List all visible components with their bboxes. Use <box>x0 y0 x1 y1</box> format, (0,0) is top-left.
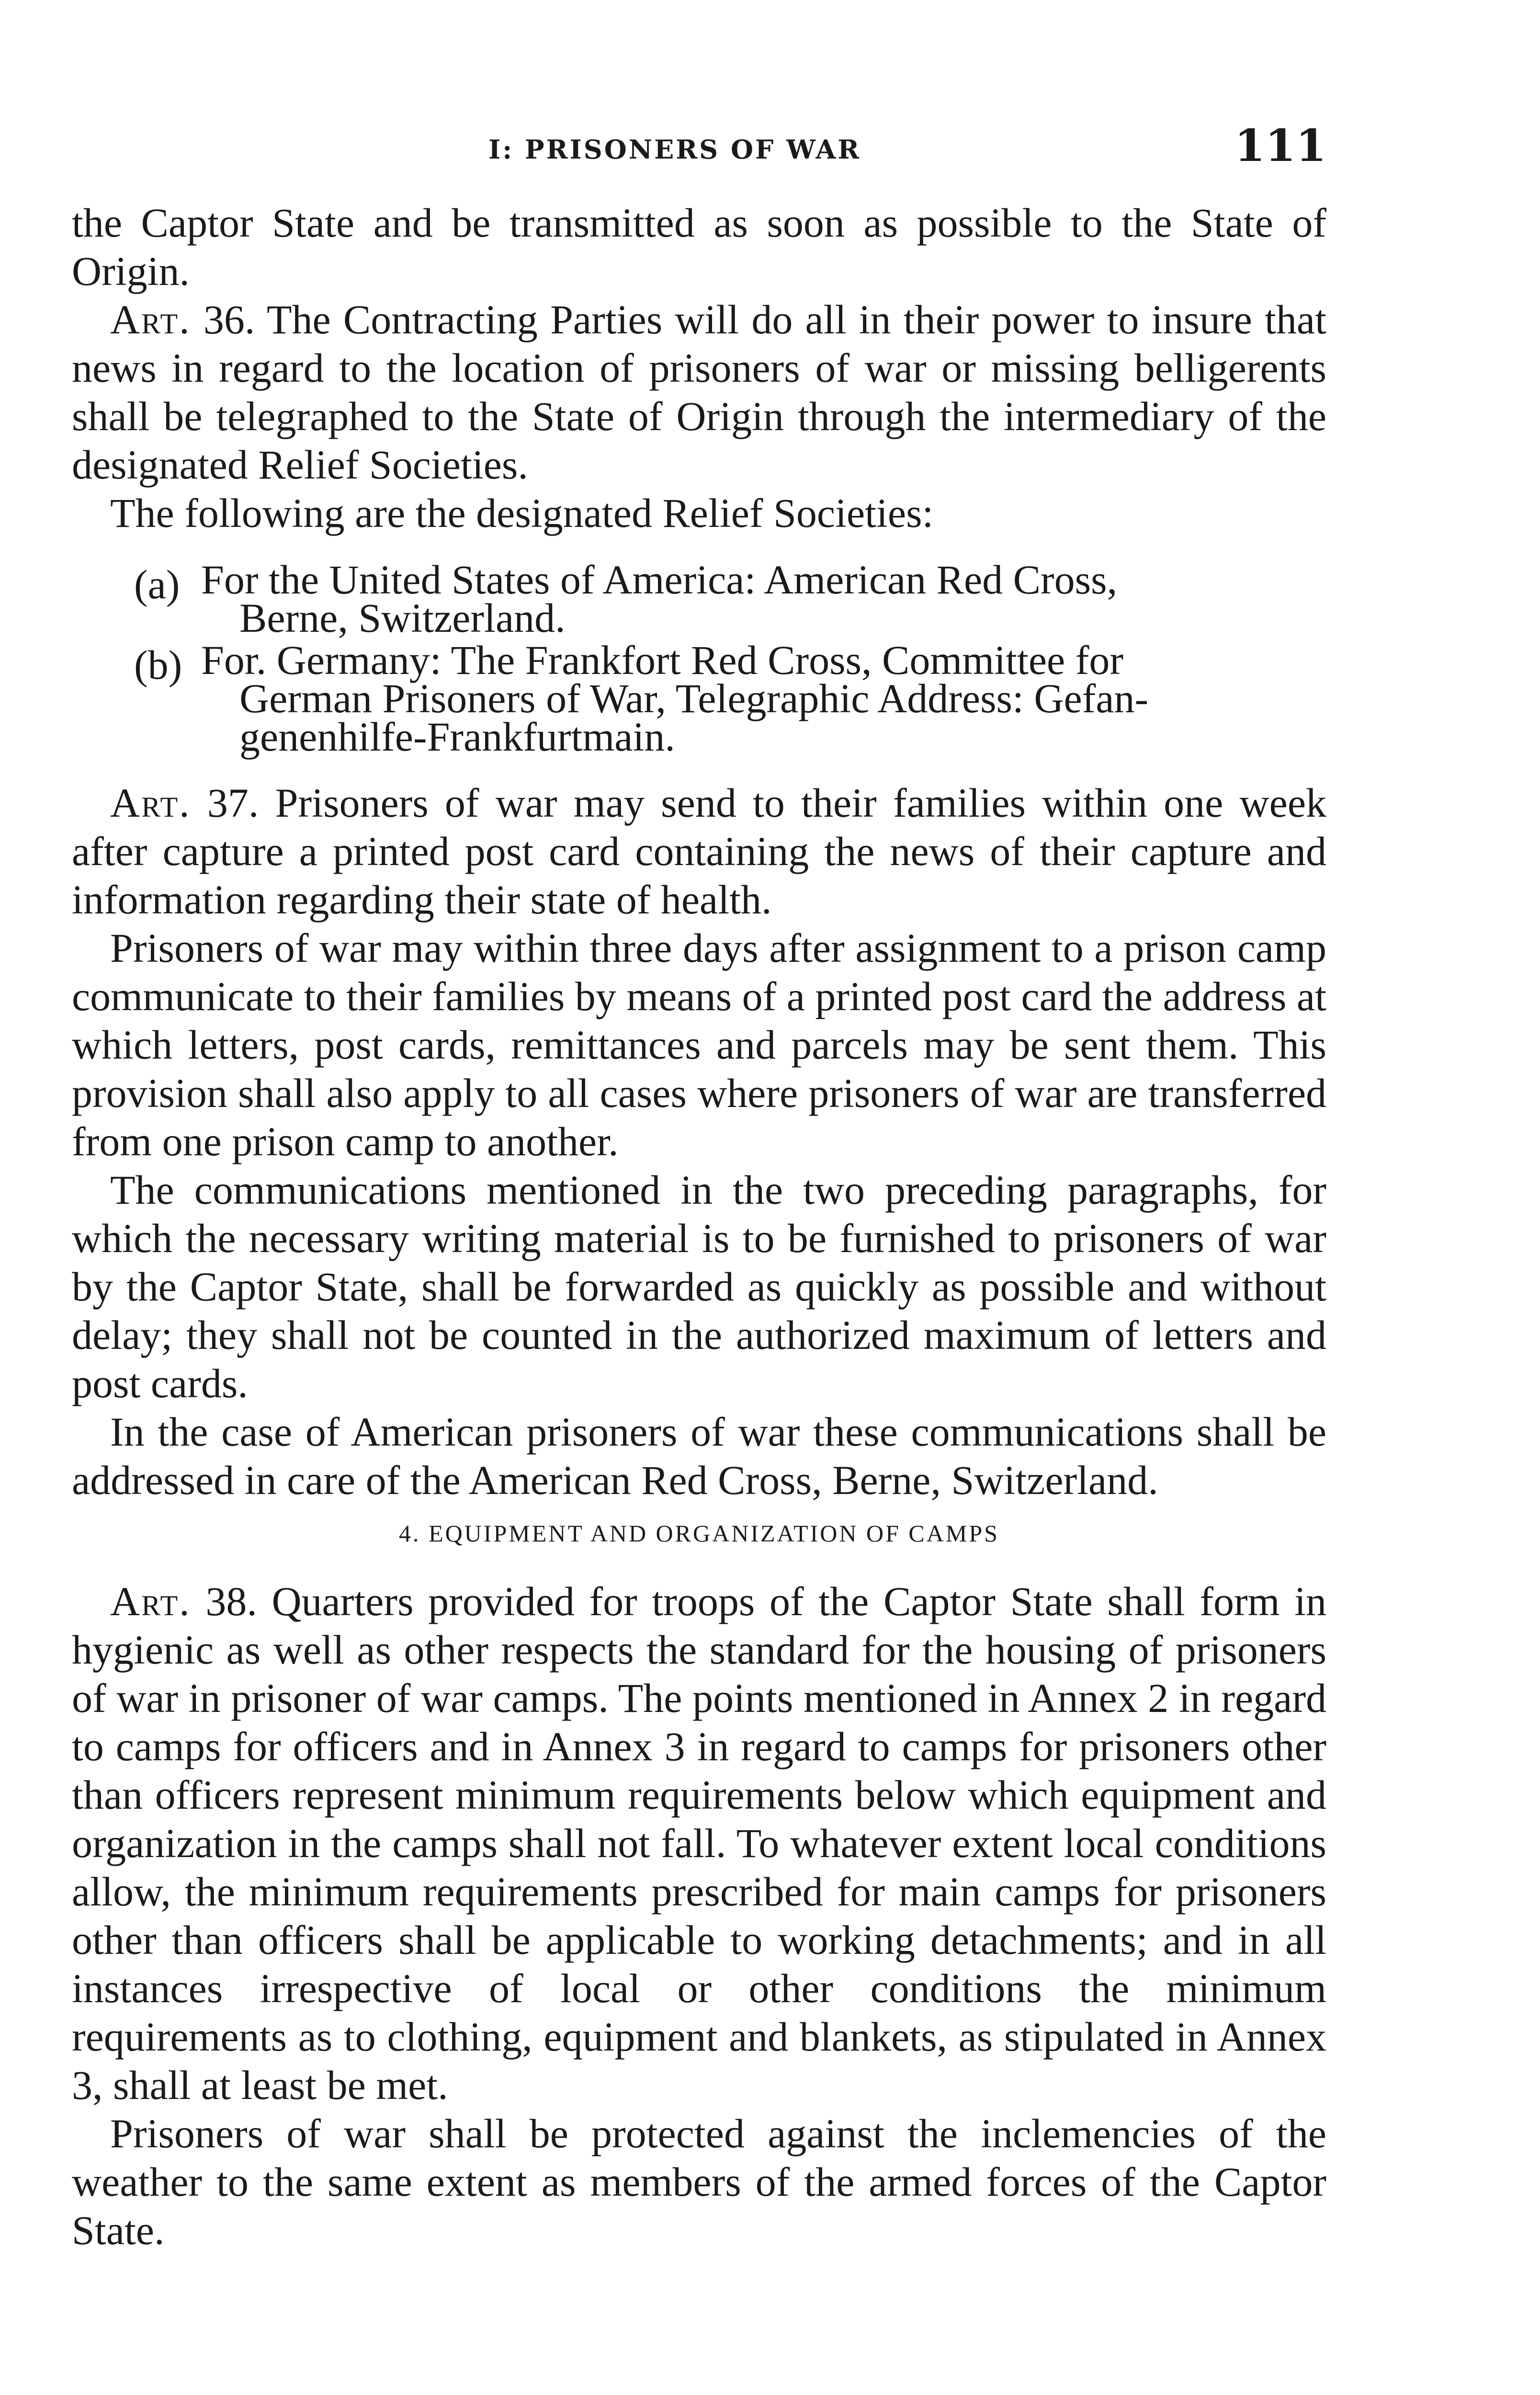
page-number: 111 <box>1234 120 1326 171</box>
list-item-line: genenhilfe-Frankfurtmain. <box>239 714 675 760</box>
article-37-text: 37. Prisoners of war may send to their families within one week after capture a printed post card containing the news of their capture and information regarding their state of health. <box>72 780 1326 923</box>
section-heading: 4. EQUIPMENT AND ORGANIZATION OF CAMPS <box>399 1520 999 1547</box>
article-label: Art. <box>110 297 191 342</box>
article-38-text: 38. Quarters provided for troops of the Captor State shall form in hygienic as well as other respects the standard for the housing of prisoners of war in prisoner of war camps. The points mentioned in Annex 2 in regard to camps for officers and in Annex 3 in regard to camps for prisoners other than officers represent minimum requirements below which equipment and organization in the camps shall not fall. To whatever extent local conditions allow, the minimum requirements prescribed for main camps for prisoners other than officers shall be applicable to working detachments; and in all instances irrespective of local or other conditions the minimum requirements as to clothing, equipment and blankets, as stipulated in Annex 3, shall at least be met. <box>72 1578 1327 2108</box>
paragraph: In the case of American prisoners of war these communications shall be addressed in care of the American Red Cross, Berne, Switzerland. <box>72 1409 1326 1503</box>
list-item-line: For. Germany: The Frankfort Red Cross, Committee for <box>201 637 1123 683</box>
running-head: I: PRISONERS OF WAR <box>488 134 861 165</box>
page-body <box>72 199 1326 2255</box>
list-item-text <box>201 557 1326 641</box>
list-item <box>72 637 1326 760</box>
list-item-line: Berne, Switzerland. <box>239 595 566 641</box>
article-36-text: 36. The Contracting Parties will do all in their power to insure that news in regard to the location of prisoners of war or missing belligerents shall be telegraphed to the State of Origin through the intermediary of the designated Relief Societies. <box>72 297 1326 488</box>
relief-societies-intro: The following are the designated Relief Societies: <box>110 490 934 536</box>
relief-societies-list <box>72 557 1326 760</box>
list-item-line: For the United States of America: American Red Cross, <box>201 557 1118 603</box>
list-marker: (b) <box>134 642 182 688</box>
paragraph: Prisoners of war may within three days after assignment to a prison camp communicate to their families by means of a printed post card the address at which letters, post cards, remittances and parcels may be sent them. This provision shall also apply to all cases where prisoners of war are transferred from one prison camp to another. <box>72 925 1326 1164</box>
article-37-paragraph <box>72 779 1326 924</box>
article-38-paragraph <box>72 1577 1326 2110</box>
paragraph: The communications mentioned in the two preceding paragraphs, for which the necessary writing material is to be furnished to prisoners of war by the Captor State, shall be forwarded as quickly as possible and without delay; they shall not be counted in the authorized maximum of letters and post cards. <box>72 1167 1326 1406</box>
list-item <box>72 557 1326 641</box>
article-36-paragraph <box>72 296 1326 489</box>
list-item-text <box>201 637 1326 760</box>
list-item-line: German Prisoners of War, Telegraphic Address: Gefan- <box>239 675 1149 721</box>
article-label: Art. <box>110 1578 191 1624</box>
paragraph: Prisoners of war shall be protected against the inclemencies of the weather to the same extent as members of the armed forces of the Captor State. <box>72 2110 1326 2253</box>
page-header <box>72 120 1326 172</box>
list-marker: (a) <box>134 561 180 607</box>
paragraph-continuation: the Captor State and be transmitted as soon as possible to the State of Origin. <box>72 200 1326 294</box>
article-label: Art. <box>110 780 191 826</box>
